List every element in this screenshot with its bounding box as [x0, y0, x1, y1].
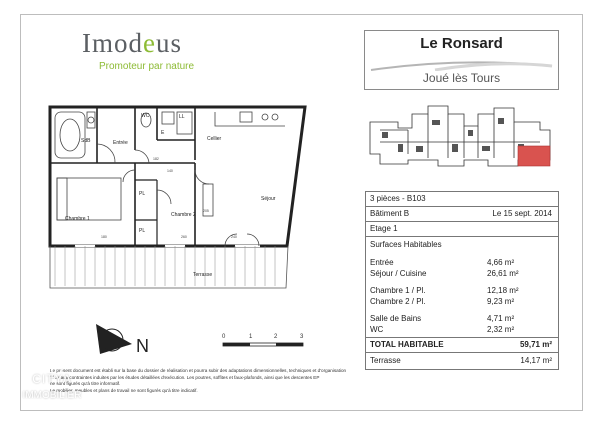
- dimension-label: 260: [181, 235, 187, 239]
- surface-item: Séjour / Cuisine 26,61 m²: [370, 269, 519, 278]
- floor-plan: [35, 100, 340, 290]
- surfaces-block: [366, 237, 558, 338]
- legal-disclaimer: Le présent document est établi sur la base du dossier de réalisation et pourra subir des adaptations dimensionnelles, techniques et d'organisation liées aux contraintes induites par les études détaillées d'exécution. Les poutres, soffites et faux-plafonds, ainsi que les descentes EP ne sont figurés qu'à titre informatif. Le mobilier, meubles et plans de travail ne sont figurés qu'à titre indicatif.: [50, 368, 347, 393]
- building-row: [366, 207, 558, 222]
- unit-info-table: [365, 191, 559, 370]
- dimension-label: 140: [167, 169, 173, 173]
- total-label: TOTAL HABITABLE: [370, 340, 444, 349]
- surface-item: WC 2,32 m²: [370, 325, 515, 334]
- floor-row: [366, 222, 558, 237]
- room-label-chambre1: Chambre 1: [65, 216, 90, 222]
- north-letter: N: [136, 336, 149, 356]
- title-swoosh-graphic: [365, 57, 558, 71]
- room-label-cellier: Cellier: [207, 136, 222, 142]
- room-label-e: E: [161, 130, 165, 136]
- terrace-row: [366, 353, 558, 369]
- floor-label: Etage 1: [370, 224, 398, 233]
- logo-wordmark: Imodeus: [82, 28, 182, 58]
- dimension-label: 180: [101, 235, 107, 239]
- unit-type-ref: 3 pièces - B103: [370, 194, 426, 203]
- surfaces-heading: Surfaces Habitables: [370, 240, 442, 249]
- room-label-wc: WC: [141, 113, 150, 119]
- unit-type-row: [366, 192, 558, 207]
- building-key-plan: [368, 100, 555, 175]
- project-title-box: [364, 30, 559, 90]
- surface-item: Entrée 4,66 m²: [370, 258, 515, 267]
- terrace-value: 14,17 m²: [520, 356, 552, 365]
- plan-date: Le 15 sept. 2014: [492, 209, 552, 218]
- total-value: 59,71 m²: [519, 340, 552, 349]
- surface-item: Chambre 1 / Pl. 12,18 m²: [370, 286, 519, 295]
- dimension-label: 205: [203, 209, 209, 213]
- logo-tagline: Promoteur par nature: [99, 61, 195, 72]
- unit-highlight: [518, 146, 550, 166]
- terrace-label: Terrasse: [370, 356, 401, 365]
- watermark-line2: IMMOBILIER: [22, 390, 82, 401]
- imodeus-logo: [82, 28, 222, 76]
- room-label-pl-1: PL: [139, 191, 146, 197]
- room-label-terrasse: Terrasse: [193, 272, 213, 278]
- dimension-label: 182: [153, 157, 159, 161]
- scale-bar: [222, 334, 308, 356]
- scale-mark: 0: [222, 334, 226, 340]
- room-label-ll: LL: [179, 114, 185, 120]
- scale-mark: 2: [274, 334, 278, 340]
- citya-watermark: [12, 350, 92, 408]
- surface-item: Chambre 2 / Pl. 9,23 m²: [370, 297, 515, 306]
- scale-mark: 3: [300, 334, 304, 340]
- north-arrow-icon: [92, 318, 162, 362]
- room-label-entree: Entrée: [113, 140, 128, 146]
- scale-mark: 1: [249, 334, 253, 340]
- total-row: [366, 338, 558, 353]
- project-city: Joué lès Tours: [422, 71, 501, 85]
- building-name: Bâtiment B: [370, 209, 410, 218]
- project-name: Le Ronsard: [420, 35, 503, 52]
- watermark-line1: CITYA: [32, 372, 72, 386]
- room-label-sejour: Séjour: [261, 196, 276, 202]
- room-label-pl-2: PL: [139, 228, 146, 234]
- room-label-sdb: SdB: [81, 138, 91, 144]
- surface-item: Salle de Bains 4,71 m²: [370, 314, 515, 323]
- dimension-label: 240: [231, 235, 237, 239]
- room-label-chambre2: Chambre 2: [171, 212, 196, 218]
